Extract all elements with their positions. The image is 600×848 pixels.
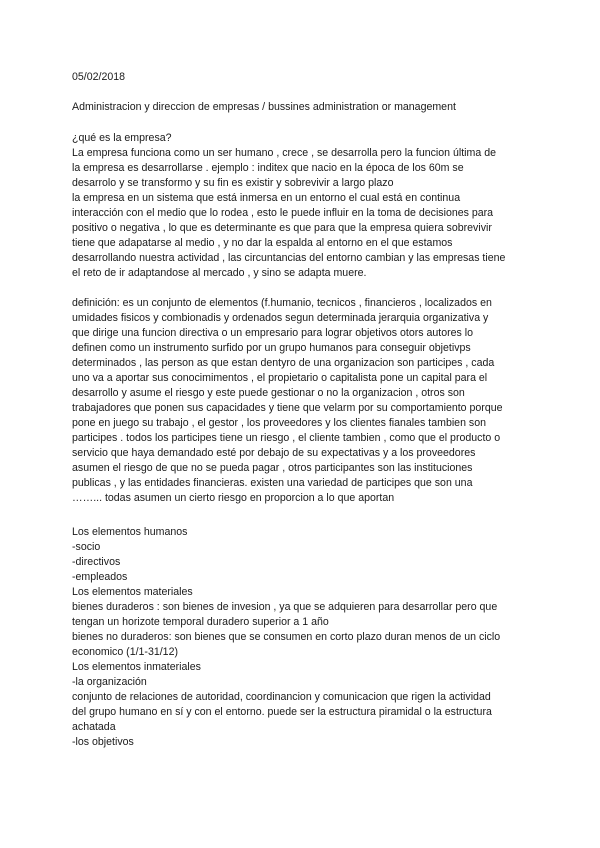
paragraph-line: conjunto de relaciones de autoridad, coordinancion y comunicacion que rigen la actividad: [72, 691, 491, 703]
paragraph-line: determinados , las person as que estan dentyro de una organizacion son participes , cada: [72, 357, 495, 369]
document-date: [72, 70, 532, 85]
date-text: 05/02/2018: [72, 71, 126, 83]
paragraph-line: bienes no duraderos: son bienes que se consumen en corto plazo duran menos de un ciclo: [72, 631, 501, 643]
paragraph-line: La empresa funciona como un ser humano , crece , se desarrolla pero la funcion última de: [72, 147, 496, 159]
paragraph-line: desarrollo y asume el riesgo y este puede gestionar o no la organizacion , otros son: [72, 387, 465, 399]
list-item: -socio: [72, 541, 101, 553]
paragraph-line: tiene que adapatarse al medio , y no dar la espalda al entorno en el que estamos: [72, 237, 453, 249]
paragraph-line: desarrollando nuestra actividad , las circuntancias del entorno cambian y las empresas tiene: [72, 252, 506, 264]
paragraph-line: achatada: [72, 721, 116, 733]
paragraph-line: bienes duraderos : son bienes de invesion , ya que se adquieren para desarrollar pero que: [72, 601, 498, 613]
paragraph-line: trabajadores que ponen sus capacidades y tiene que velarm por su comportamiento porque: [72, 402, 503, 414]
subheading-human-elements: Los elementos humanos: [72, 526, 188, 538]
paragraph-line: desarrolo y se transformo y su fin es existir y sobrevivir a largo plazo: [72, 177, 394, 189]
paragraph-line: umidades fisicos y combionadis y ordenados segun determinada jerarquia organizativa y: [72, 312, 489, 324]
paragraph-line: uno va a aportar sus conocimimentos , el propietario o capitalista pone un capital para el: [72, 372, 488, 384]
paragraph-line: publicas , y las entidades financieras. existen una variedad de participes que son una: [72, 477, 473, 489]
paragraph-line: positivo o negativa , lo que es determinante es que para que la empresa quiera sobrevivir: [72, 222, 492, 234]
paragraph-line: tengan un horizote temporal duradero superior a 1 año: [72, 616, 329, 628]
list-item: -empleados: [72, 571, 128, 583]
list-item: -los objetivos: [72, 736, 134, 748]
subheading-material-elements: Los elementos materiales: [72, 586, 193, 598]
subheading-immaterial-elements: Los elementos inmateriales: [72, 661, 201, 673]
section-definition: [72, 296, 532, 506]
paragraph-line: ¿qué es la empresa?: [72, 132, 172, 144]
paragraph-line: la empresa en un sistema que está inmersa en un entorno el cual está en continua: [72, 192, 461, 204]
paragraph-line: que dirige una funcion directiva o un empresario para lograr objetivos otors autores lo: [72, 327, 474, 339]
paragraph-line: participes . todos los participes tiene un riesgo , el cliente tambien , como que el producto o: [72, 432, 501, 444]
paragraph-line: el reto de ir adaptandose al mercado , y sino se adapta muere.: [72, 267, 367, 279]
paragraph-line: la empresa es desarrollarse . ejemplo : inditex que nacio en la época de los 60m se: [72, 162, 464, 174]
section-elements: [72, 525, 532, 750]
paragraph-line: asumen el riesgo de que no se pueda pagar , otros participantes son las instituciones: [72, 462, 473, 474]
paragraph-line: ……... todas asumen un cierto riesgo en proporcion a lo que aportan: [72, 492, 395, 504]
paragraph-line: interacción con el medio que lo rodea , esto le puede influir en la toma de decisiones para: [72, 207, 494, 219]
heading-text: Administracion y direccion de empresas / bussines administration or management: [72, 101, 456, 113]
paragraph-line: del grupo humano en sí y con el entorno. puede ser la estructura piramidal o la estructura: [72, 706, 492, 718]
paragraph-line: definen como un instrumento surfido por un grupo humanos para conseguir objetivps: [72, 342, 471, 354]
paragraph-line: servicio que haya demandado esté por debajo de su expectativas y a los proveedores: [72, 447, 476, 459]
paragraph-line: pone en juego su trabajo , el gestor , los proveedores y los clientes fianales tambien son: [72, 417, 486, 429]
paragraph-line: economico (1/1-31/12): [72, 646, 178, 658]
paragraph-line: definición: es un conjunto de elementos (f.humanio, tecnicos , financieros , localizados en: [72, 297, 492, 309]
list-item: -directivos: [72, 556, 121, 568]
list-item: -la organización: [72, 676, 147, 688]
document-heading: [72, 100, 532, 115]
section-what-is-company: [72, 131, 532, 281]
